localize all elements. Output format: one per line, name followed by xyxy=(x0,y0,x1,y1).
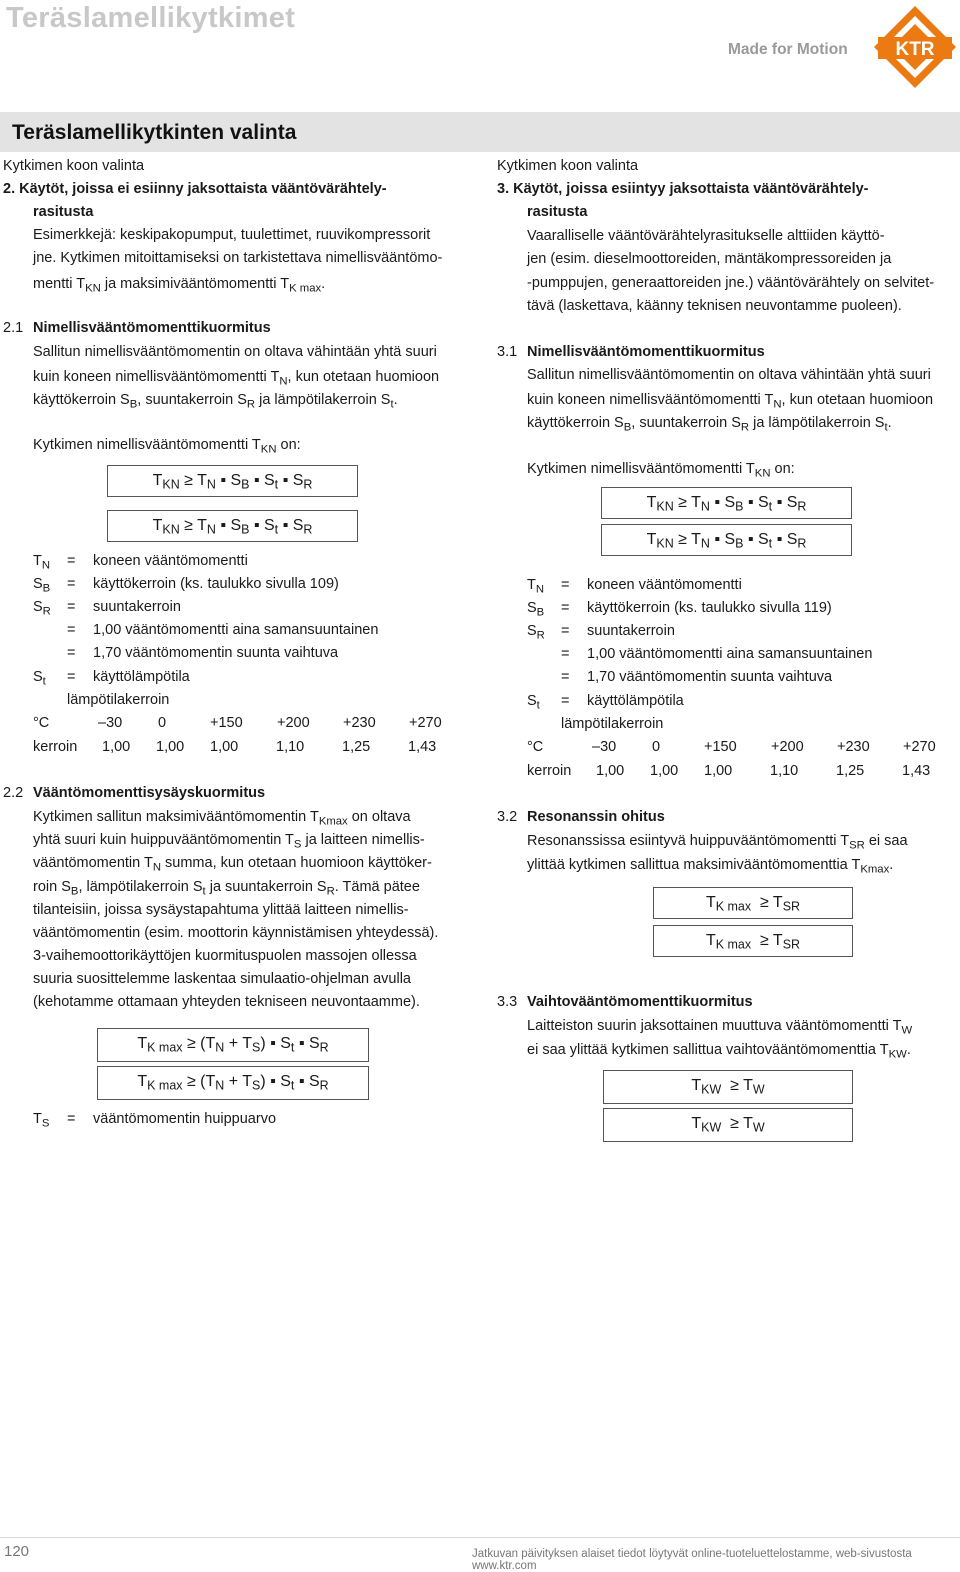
section-3-2-number: 3.2 xyxy=(497,809,518,825)
s21-line-2: kuin koneen nimellisvääntömomentti $T_N$, kun otetaan huomioon xyxy=(33,369,440,388)
s32-line-1: Resonanssissa esiintyvä huippuvääntömomentti $T_{SR}$ ei saa xyxy=(527,833,908,852)
formula-kw-box-1: $T_{KW} \ge T_W$ xyxy=(603,1070,853,1104)
right-intro-4: tävä (laskettava, käänny teknisen neuvontamme puoleen). xyxy=(527,298,902,314)
section-2-1-title: Nimellisvääntömomenttikuormitus xyxy=(33,320,271,336)
right-def-sr-1: = 1,00 vääntömomentti aina samansuuntainen xyxy=(561,646,873,662)
left-case-title-cont: rasitusta xyxy=(33,204,94,220)
footer-note: Jatkuvan päivityksen alaiset tiedot löytyvät online-tuoteluettelostamme, web-sivustosta www.ktr.com xyxy=(472,1548,912,1572)
def-sr: $S_R$ = suuntakerroin xyxy=(33,599,181,618)
s22-line-3: vääntömomentin $T_N$ summa, kun otetaan huomioon käyttöker- xyxy=(33,855,432,874)
def-sr-1: = 1,00 vääntömomentti aina samansuuntainen xyxy=(67,622,379,638)
right-def-sb: $S_B$ = käyttökerroin (ks. taulukko sivulla 119) xyxy=(527,600,832,619)
s33-line-1: Laitteiston suurin jaksottainen muuttuva vääntömomentti $T_W$ xyxy=(527,1018,913,1037)
s21-line-1: Sallitun nimellisvääntömomentin on oltava vähintään yhtä suuri xyxy=(33,344,437,360)
s22-line-1: Kytkimen sallitun maksimivääntömomentin $T_{Kmax}$ on oltava xyxy=(33,809,411,828)
left-intro-3: mentti $T_{KN}$ ja maksimivääntömomentti $T_{K max}$. xyxy=(33,276,326,295)
def-st: $S_t$ = käyttölämpötila xyxy=(33,669,190,688)
footer-divider xyxy=(0,1537,960,1538)
s22-line-4: roin $S_B$, lämpötilakerroin $S_t$ ja suuntakerroin $S_R$. Tämä pätee xyxy=(33,879,420,898)
s22-line-8: suuria suosittelemme laskentaa simulaatio-ohjelman avulla xyxy=(33,971,411,987)
section-title: Teräslamellikytkinten valinta xyxy=(12,121,297,144)
formula-kw-box-2: $T_{KW} \ge T_W$ xyxy=(603,1108,853,1142)
document-title: Teräslamellikytkimet xyxy=(6,2,296,34)
s31-line-2: kuin koneen nimellisvääntömomentti $T_N$, kun otetaan huomioon xyxy=(527,392,934,411)
right-case-title: 3. Käytöt, joissa esiintyy jaksottaista vääntövärähtely- xyxy=(497,181,869,197)
right-kn-intro: Kytkimen nimellisvääntömomentti $T_{KN}$ on: xyxy=(527,461,795,480)
formula-kn-box-1: $T_{KN} \ge T_N$ ▪ $S_B$ ▪ $S_t$ ▪ $S_R$ xyxy=(107,465,358,497)
s31-line-3: käyttökerroin $S_B$, suuntakerroin $S_R$ ja lämpötilakerroin $S_t$. xyxy=(527,415,892,434)
formula-kmax-box-1: $T_{K max} \ge (T_N + T_S)$ ▪ $S_t$ ▪ $S_R$ xyxy=(97,1028,369,1062)
left-heading: Kytkimen koon valinta xyxy=(3,158,145,174)
def-sr-2: = 1,70 vääntömomentin suunta vaihtuva xyxy=(67,645,339,661)
right-case-title-cont: rasitusta xyxy=(527,204,588,220)
right-def-sr: $S_R$ = suuntakerroin xyxy=(527,623,675,642)
section-3-3-title: Vaihtovääntömomenttikuormitus xyxy=(527,994,753,1010)
page-number: 120 xyxy=(4,1543,30,1560)
left-case-title: 2. Käytöt, joissa ei esiinny jaksottaista vääntövärähtely- xyxy=(3,181,387,197)
right-formula-kn-box-2: $T_{KN} \ge T_N$ ▪ $S_B$ ▪ $S_t$ ▪ $S_R$ xyxy=(601,524,852,556)
formula-kmax-box-2: $T_{K max} \ge (T_N + T_S)$ ▪ $S_t$ ▪ $S_R$ xyxy=(97,1066,369,1100)
s22-line-6: vääntömomentin (esim. moottorin käynnistämisen yhteydessä). xyxy=(33,925,439,941)
kn-intro: Kytkimen nimellisvääntömomentti $T_{KN}$ on: xyxy=(33,437,301,456)
s22-line-5: tilanteisiin, joissa sysäystapahtuma ylittää laitteen nimellis- xyxy=(33,902,409,918)
section-2-1-number: 2.1 xyxy=(3,320,24,336)
section-3-1-title: Nimellisvääntömomenttikuormitus xyxy=(527,344,765,360)
right-temp-factor-label: lämpötilakerroin xyxy=(561,716,664,732)
right-def-tn: $T_N$ = koneen vääntömomentti xyxy=(527,577,742,596)
section-3-1-number: 3.1 xyxy=(497,344,518,360)
left-intro-1: Esimerkkejä: keskipakopumput, tuulettimet, ruuvikompressorit xyxy=(33,227,431,243)
left-intro-2: jne. Kytkimen mitoittamiseksi on tarkistettava nimellisvääntömo- xyxy=(33,250,443,266)
formula-kmax-tsr-box-2: $T_{K max} \ge T_{SR}$ xyxy=(653,925,853,957)
section-3-2-title: Resonanssin ohitus xyxy=(527,809,665,825)
right-heading: Kytkimen koon valinta xyxy=(497,158,639,174)
formula-kn-box-2: $T_{KN} \ge T_N$ ▪ $S_B$ ▪ $S_t$ ▪ $S_R$ xyxy=(107,510,358,542)
s22-line-9: (kehotamme ottamaan yhteyden tekniseen neuvontaamme). xyxy=(33,994,420,1010)
s21-line-3: käyttökerroin $S_B$, suuntakerroin $S_R$ ja lämpötilakerroin $S_t$. xyxy=(33,392,398,411)
s22-line-7: 3-vaihemoottorikäyttöjen kuormituspuolen massojen ollessa xyxy=(33,948,417,964)
s32-line-2: ylittää kytkimen sallittua maksimivääntömomenttia $T_{Kmax}$. xyxy=(527,857,894,876)
section-2-2-title: Vääntömomenttisysäyskuormitus xyxy=(33,785,266,801)
right-formula-kn-box-1: $T_{KN} \ge T_N$ ▪ $S_B$ ▪ $S_t$ ▪ $S_R$ xyxy=(601,487,852,519)
def-sb: $S_B$ = käyttökerroin (ks. taulukko sivulla 109) xyxy=(33,576,339,595)
formula-kmax-tsr-box-1: $T_{K max} \ge T_{SR}$ xyxy=(653,887,853,919)
right-intro-2: jen (esim. dieselmoottoreiden, mäntäkompressoreiden ja xyxy=(527,251,892,267)
def-tn: $T_N$ = koneen vääntömomentti xyxy=(33,553,248,572)
s33-line-2: ei saa ylittää kytkimen sallittua vaihtovääntömomenttia $T_{KW}$. xyxy=(527,1042,911,1061)
temp-factor-label: lämpötilakerroin xyxy=(67,692,170,708)
section-2-2-number: 2.2 xyxy=(3,785,24,801)
section-3-3-number: 3.3 xyxy=(497,994,518,1010)
logo-text: KTR xyxy=(895,39,935,60)
right-intro-3: -pumppujen, generaattoreiden jne.) vääntövärähtely on selvitet- xyxy=(527,275,935,291)
brand-tagline: Made for Motion xyxy=(728,41,848,58)
right-def-st: $S_t$ = käyttölämpötila xyxy=(527,693,684,712)
s22-line-2: yhtä suuri kuin huippuvääntömomentin $T_S$ ja laitteen nimellis- xyxy=(33,832,425,851)
ktr-logo xyxy=(872,4,958,90)
s31-line-1: Sallitun nimellisvääntömomentin on oltava vähintään yhtä suuri xyxy=(527,367,931,383)
right-def-sr-2: = 1,70 vääntömomentin suunta vaihtuva xyxy=(561,669,833,685)
right-intro-1: Vaaralliselle vääntövärähtelyrasitukselle alttiiden käyttö- xyxy=(527,228,885,244)
def-ts: $T_S$ = vääntömomentin huippuarvo xyxy=(33,1111,277,1130)
